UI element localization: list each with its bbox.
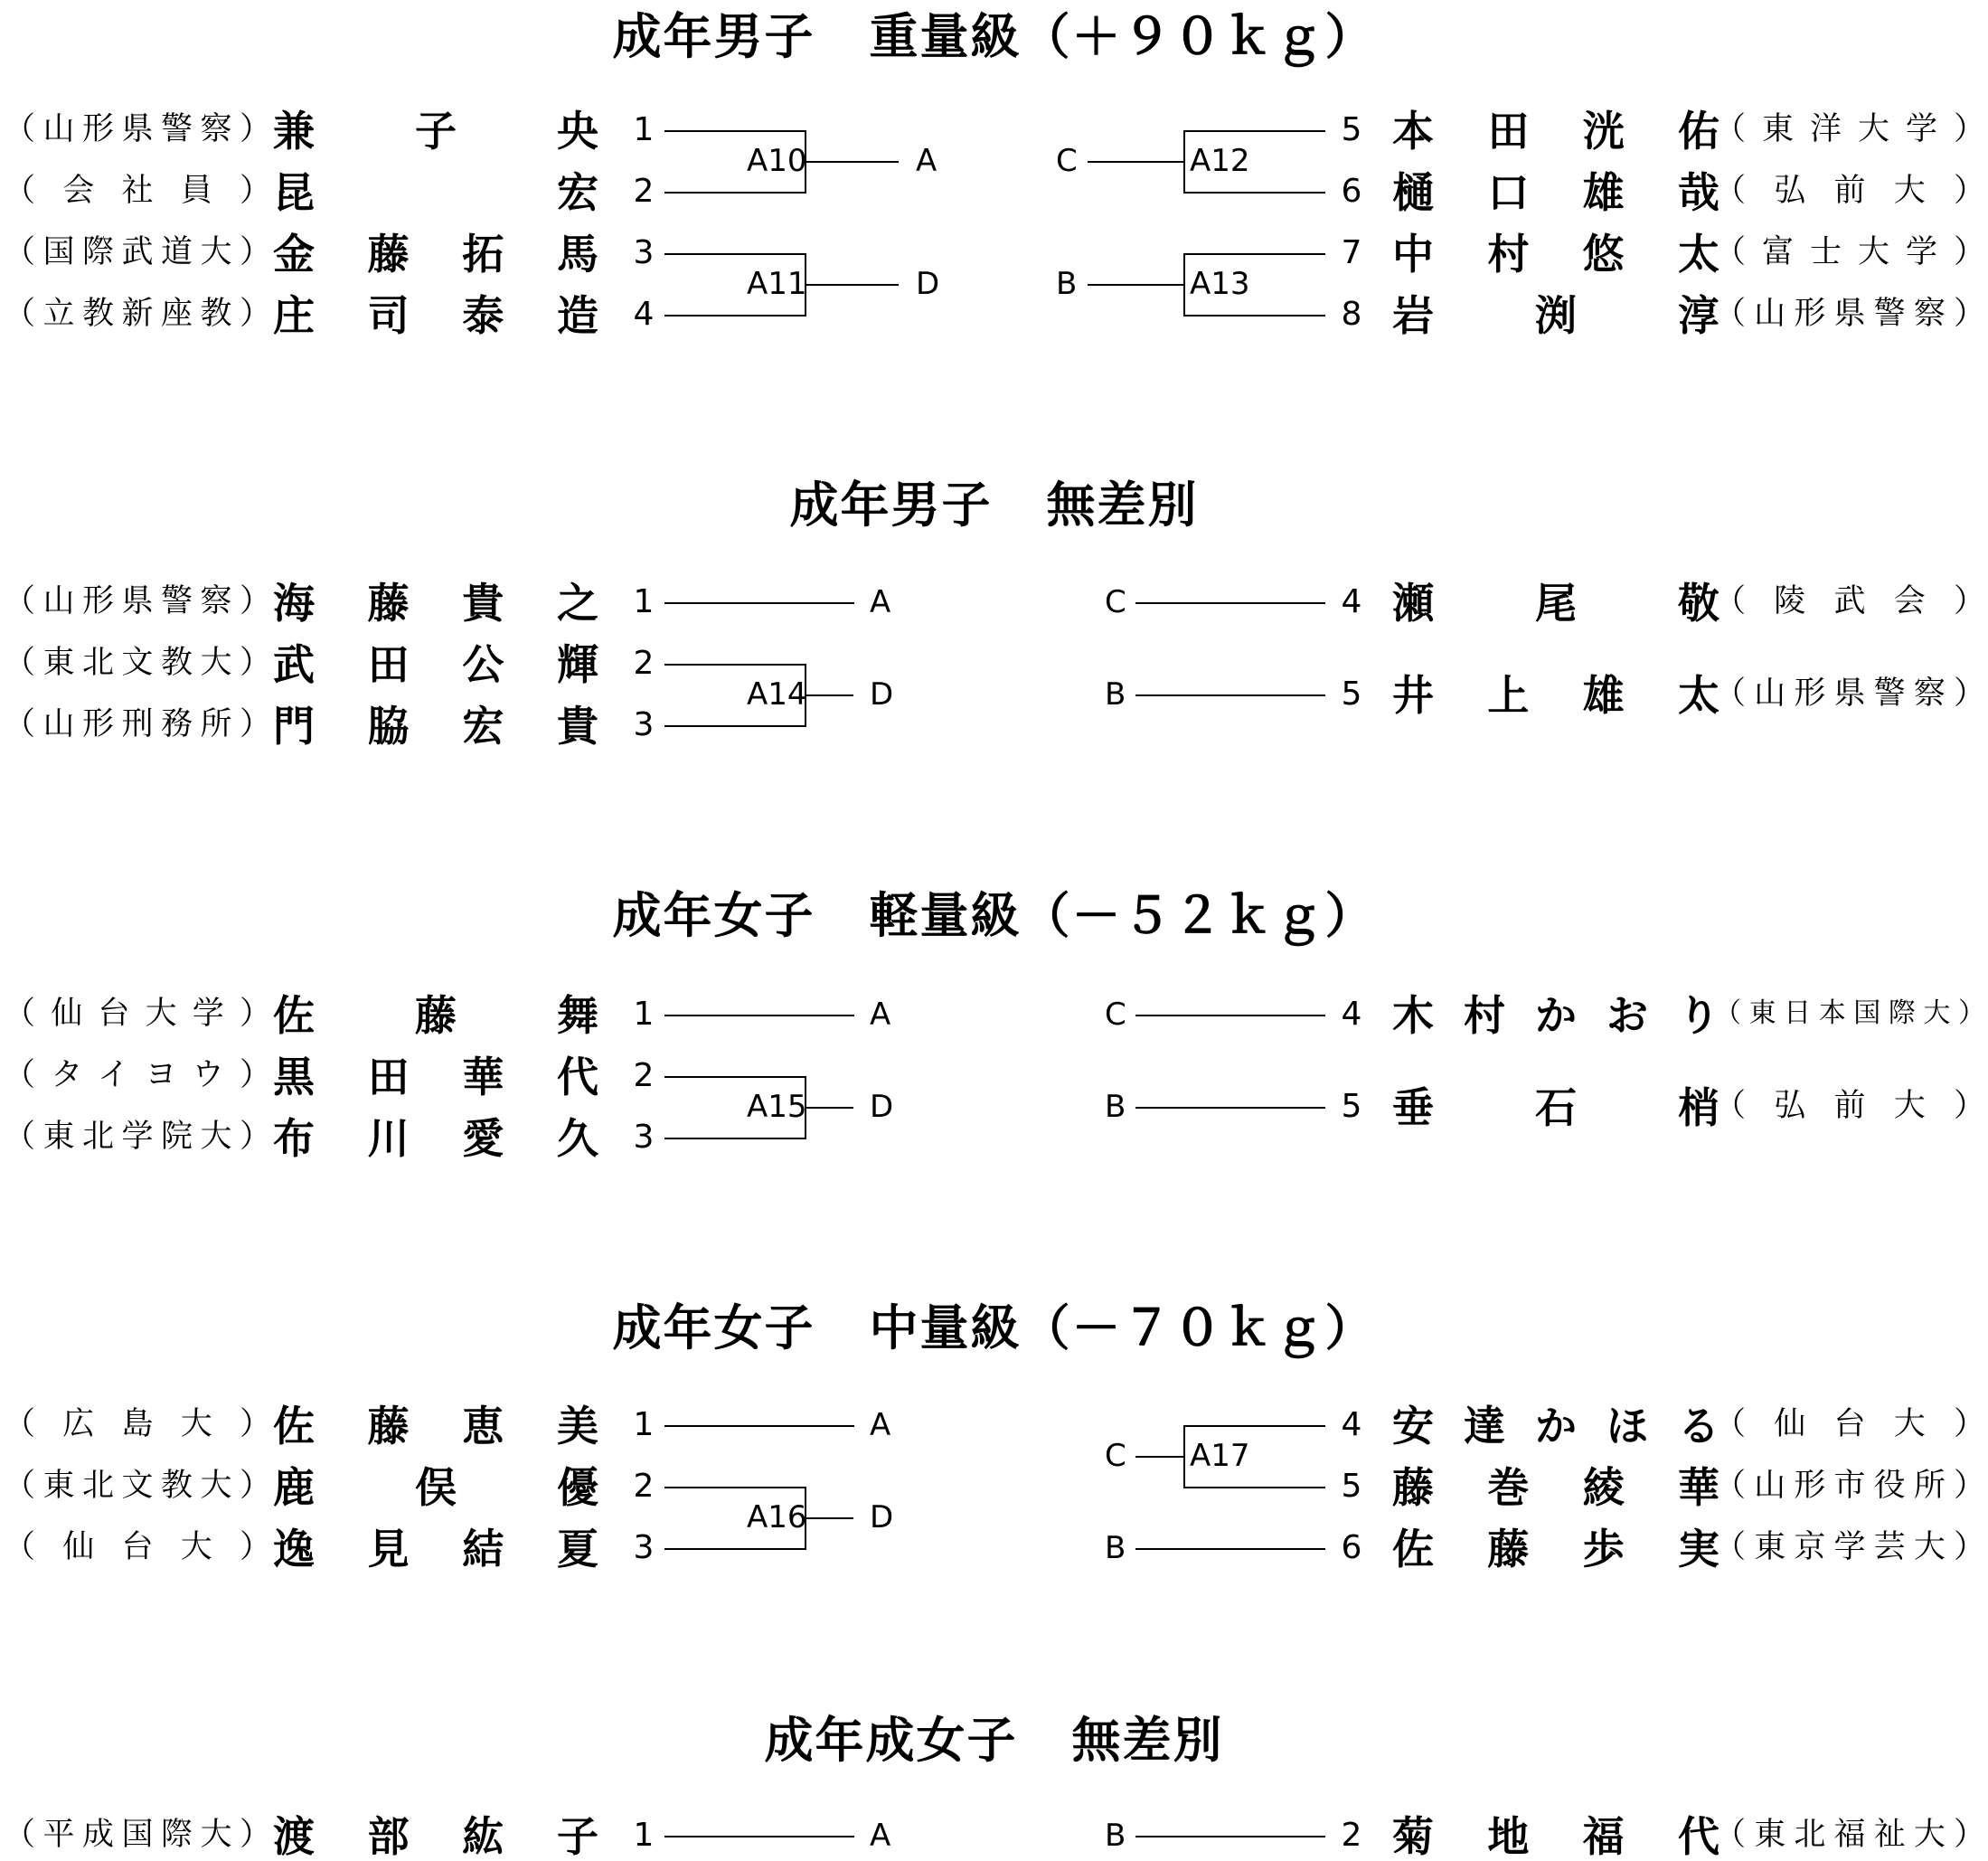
affiliation: （山形市役所） [1714,1468,1985,1504]
seed-number: 2 [633,645,655,682]
pool-label: B [1105,1818,1126,1854]
athlete-name: 布川愛久 [273,1114,598,1163]
affiliation: （東洋大学） [1714,111,1985,147]
pool-label: A [870,1818,891,1854]
bracket-line [1183,1487,1325,1488]
athlete-name: 門脇宏貴 [273,702,598,751]
bracket-line [1135,602,1325,604]
athlete-name: 井上雄太 [1392,671,1719,720]
bracket-line [1135,1836,1325,1837]
pool-label: A [916,143,937,179]
athlete-name: 樋口雄哉 [1392,168,1719,217]
match-id: A15 [747,1089,807,1125]
pool-label: C [1105,584,1126,620]
match-id: A13 [1190,266,1250,302]
match-id: A12 [1190,143,1250,179]
affiliation: （山形県警察） [1714,296,1985,332]
affiliation: （東北学院大） [4,1119,271,1155]
section-title: 成年男子 無差別 [789,477,1199,534]
athlete-name: 佐藤歩実 [1392,1525,1719,1573]
bracket-line [664,315,806,316]
bracket-line [806,284,899,286]
bracket-line [806,1517,853,1519]
affiliation: （タイヨウ） [4,1057,271,1093]
seed-number: 4 [633,296,655,333]
match-id: A10 [747,143,807,179]
bracket-line [664,1836,854,1837]
athlete-name: 藤巻綾華 [1392,1463,1719,1512]
affiliation: （広島大） [4,1406,271,1442]
pool-label: A [870,997,891,1033]
match-id: A17 [1190,1438,1250,1474]
athlete-name: 逸見結夏 [273,1525,598,1573]
athlete-name: 菊地福代 [1392,1812,1719,1861]
athlete-name: 金藤拓馬 [273,230,598,279]
section-title: 成年男子 重量級（＋９０ｋｇ） [612,8,1376,65]
bracket-line [664,664,806,666]
bracket-line [1183,253,1185,316]
athlete-name: 佐藤恵美 [273,1402,598,1450]
athlete-name: 垂石梢 [1392,1083,1719,1132]
athlete-name: 庄司泰造 [273,291,598,340]
bracket-line [1183,253,1325,255]
seed-number: 2 [633,1057,655,1094]
bracket-line [1183,315,1325,316]
affiliation: （立教新座教） [4,296,271,332]
pool-label: C [1105,1438,1126,1474]
bracket-line [664,130,806,132]
affiliation: （山形県警察） [4,583,271,619]
seed-number: 8 [1341,296,1362,333]
affiliation: （陵武会） [1714,583,1985,619]
section-title: 成年女子 中量級（－７０ｋｇ） [612,1299,1376,1356]
bracket-line [664,192,806,194]
affiliation: （山形県警察） [1714,675,1985,712]
pool-label: D [916,266,940,302]
bracket-line [664,1425,854,1427]
match-id: A11 [747,266,807,302]
athlete-name: 渡部紘子 [273,1812,598,1861]
bracket-line [1135,1548,1325,1550]
bracket-line [664,602,854,604]
pool-label: D [870,1089,894,1125]
seed-number: 2 [1341,1817,1362,1854]
seed-number: 1 [633,583,655,620]
affiliation: （山形刑務所） [4,706,271,742]
bracket-line [1135,1456,1185,1458]
seed-number: 1 [633,1817,655,1854]
bracket-line [1088,284,1185,286]
affiliation: （東日本国際大） [1714,997,1985,1029]
bracket-line [806,694,853,696]
athlete-name: 本田洸佑 [1392,107,1719,156]
seed-number: 3 [633,234,655,271]
seed-number: 3 [633,1119,655,1156]
seed-number: 5 [1341,1088,1362,1125]
affiliation: （東北文教大） [4,645,271,681]
bracket-line [664,1487,806,1488]
pool-label: B [1105,676,1126,713]
bracket-line [664,1015,854,1016]
affiliation: （弘前大） [1714,1088,1985,1124]
seed-number: 4 [1341,1406,1362,1443]
seed-number: 4 [1341,583,1362,620]
athlete-name: 岩渕淳 [1392,291,1719,340]
athlete-name: 昆宏 [273,168,598,217]
pool-label: D [870,676,894,713]
bracket-line [1183,130,1325,132]
seed-number: 1 [633,111,655,148]
athlete-name: 瀬尾敬 [1392,579,1719,628]
pool-label: B [1056,266,1078,302]
affiliation: （仙台大） [1714,1406,1985,1442]
affiliation: （山形県警察） [4,111,271,147]
bracket-line [1183,130,1185,194]
athlete-name: 武田公輝 [273,640,598,689]
seed-number: 7 [1341,234,1362,271]
pool-label: A [870,584,891,620]
seed-number: 4 [1341,996,1362,1033]
seed-number: 3 [633,706,655,743]
seed-number: 6 [1341,1529,1362,1566]
athlete-name: 安達かほる [1392,1402,1719,1450]
athlete-name: 兼子央 [273,107,598,156]
athlete-name: 鹿俣優 [273,1463,598,1512]
section-title: 成年女子 軽量級（－５２ｋｇ） [612,887,1376,944]
seed-number: 6 [1341,173,1362,210]
seed-number: 1 [633,1406,655,1443]
affiliation: （東北文教大） [4,1468,271,1504]
bracket-line [664,1548,806,1550]
affiliation: （国際武道大） [4,234,271,270]
bracket-line [1088,161,1185,163]
athlete-name: 佐藤舞 [273,991,598,1040]
bracket-line [664,1076,806,1078]
bracket-line [1135,694,1325,696]
seed-number: 5 [1341,111,1362,148]
match-id: A16 [747,1499,807,1535]
athlete-name: 木村かおり [1392,991,1719,1040]
pool-label: B [1105,1530,1126,1566]
bracket-line [1183,1425,1325,1427]
bracket-line [1135,1107,1325,1109]
section-title: 成年成女子 無差別 [764,1712,1224,1769]
affiliation: （富士大学） [1714,234,1985,270]
affiliation: （弘前大） [1714,173,1985,209]
affiliation: （会社員） [4,173,271,209]
seed-number: 1 [633,996,655,1033]
seed-number: 3 [633,1529,655,1566]
pool-label: C [1056,143,1078,179]
bracket-line [1135,1015,1325,1016]
athlete-name: 海藤貴之 [273,579,598,628]
pool-label: A [870,1407,891,1443]
seed-number: 5 [1341,1468,1362,1505]
affiliation: （東北福祉大） [1714,1817,1985,1853]
bracket-line [664,1138,806,1139]
seed-number: 2 [633,173,655,210]
affiliation: （東京学芸大） [1714,1529,1985,1565]
bracket-line [1183,192,1325,194]
seed-number: 5 [1341,675,1362,713]
seed-number: 2 [633,1468,655,1505]
bracket-line [664,253,806,255]
bracket-line [806,1107,853,1109]
bracket-line [664,725,806,727]
pool-label: C [1105,997,1126,1033]
athlete-name: 中村悠太 [1392,230,1719,279]
affiliation: （仙台大学） [4,996,271,1032]
match-id: A14 [747,676,807,713]
bracket-line [806,161,899,163]
pool-label: D [870,1499,894,1535]
pool-label: B [1105,1089,1126,1125]
bracket-line [1183,1425,1185,1488]
affiliation: （仙台大） [4,1529,271,1565]
athlete-name: 黒田華代 [273,1053,598,1101]
affiliation: （平成国際大） [4,1817,271,1853]
